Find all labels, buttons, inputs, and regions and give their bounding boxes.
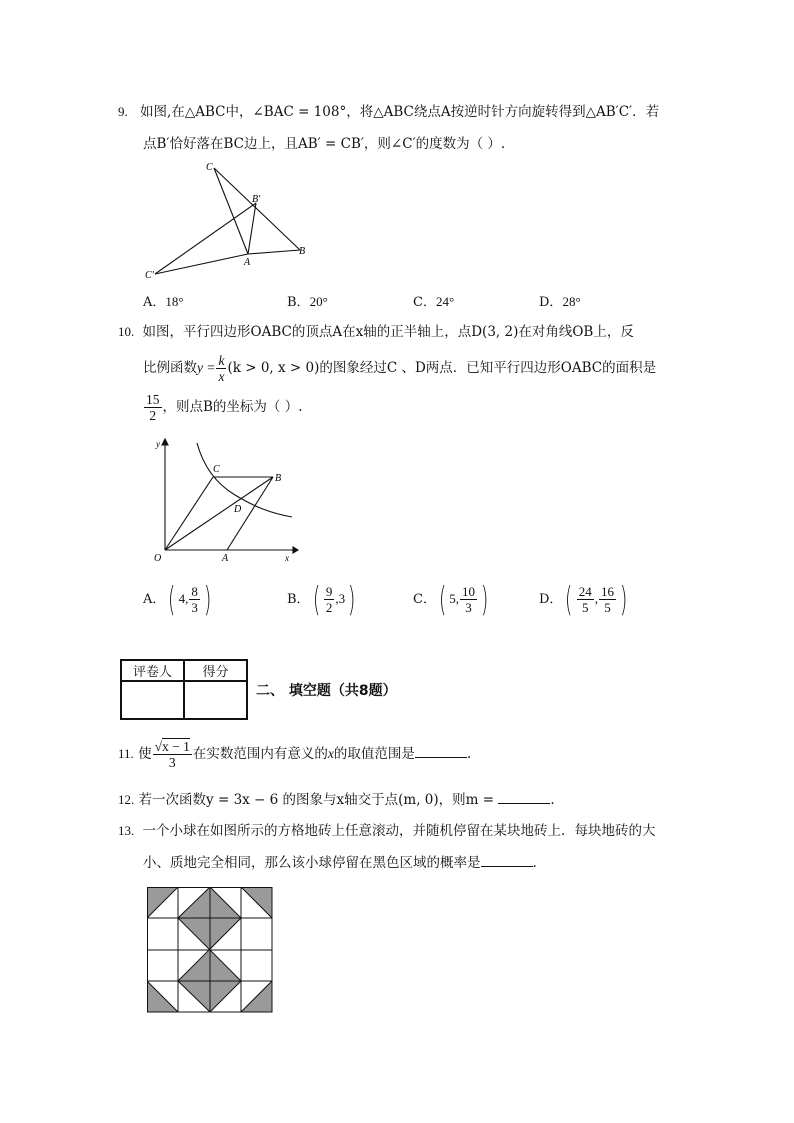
q10-line-2: 比例函数y = $\frac{k}{x}$ (k > 0, x > 0)的图象经过C 、D两点．已知平行四边形OABC的面积是 <box>143 353 657 384</box>
q13-text-1: 一个小球在如图所示的方格地砖上任意滚动，并随机停留在某块地砖上．每块地砖的大 <box>142 823 656 839</box>
q11-sqrt-fraction: $\frac{√x - 1}{3}$ <box>154 739 190 770</box>
q13-answer-blank[interactable] <box>481 852 533 867</box>
q9-line-1 <box>118 102 659 122</box>
q11-answer-blank[interactable] <box>415 743 467 758</box>
q10-option-d[interactable]: D．( $\frac{24}{5}$ , $\frac{16}{5}$ ) <box>539 579 628 620</box>
q10-label-c: C <box>213 464 220 475</box>
q12-answer-blank[interactable] <box>498 789 550 804</box>
q9-option-a[interactable]: A．18° <box>143 294 184 310</box>
score-table-grader-header: 评卷人 <box>121 660 184 681</box>
q9-label-b-prime: B′ <box>252 194 261 205</box>
q10-fraction-k-over-x: $\frac{k}{x}$ <box>218 353 225 384</box>
q10-label-x: x <box>285 553 289 563</box>
q10-line-3: $\frac{15}{2}$ ，则点B的坐标为（ ）. <box>146 392 303 423</box>
q9-label-a: A <box>244 257 251 268</box>
q12-number: 12. <box>118 792 135 807</box>
q9-triangle-figure <box>140 158 315 283</box>
q10-area-fraction: $\frac{15}{2}$ <box>146 392 160 423</box>
q10-coordinate-figure <box>145 435 300 565</box>
q10-label-a: A <box>222 553 229 564</box>
score-table-grader-cell[interactable] <box>121 681 184 719</box>
q9-text-2: 点B′恰好落在BC边上，且AB′ = CB′，则∠C′的度数为（ ）. <box>143 136 506 152</box>
q11-line: 11. 使 $\frac{√x - 1}{3}$ 在实数范围内有意义的x的取值范围是 . <box>118 739 472 770</box>
q9-label-c: C <box>206 162 213 173</box>
q10-label-y: y <box>156 439 160 449</box>
q10-text-1: 如图，平行四边形OABC的顶点A在x轴的正半轴上，点D(3, 2)在对角线OB上，反 <box>142 324 634 340</box>
q12-text: 若一次函数y = 3x − 6 的图象与x轴交于点(m, 0)，则m = <box>138 792 495 808</box>
q10-label-o: O <box>154 553 162 564</box>
q10-label-b: B <box>275 473 282 484</box>
score-table <box>120 659 248 720</box>
q13-line-2: 小、质地完全相同，那么该小球停留在黑色区域的概率是 . <box>143 852 537 873</box>
q13-tile-grid <box>147 887 273 1013</box>
q9-option-c[interactable]: C．24° <box>413 294 455 310</box>
q9-number: 9. <box>118 104 128 119</box>
q10-option-c[interactable]: C．( 5, $\frac{10}{3}$ ) <box>413 579 489 620</box>
q10-number: 10. <box>118 324 135 339</box>
score-table-score-cell[interactable] <box>184 681 247 719</box>
section-title: 二、 填空题（共8题） <box>256 683 397 699</box>
score-table-score-header: 得分 <box>184 660 247 681</box>
q9-text-1: 如图,在△ABC中，∠BAC = 108°，将△ABC绕点A按逆时针方向旋转得到△AB′C′．若 <box>140 104 660 120</box>
q13-number: 13. <box>118 823 135 838</box>
q13-line-1 <box>118 821 656 841</box>
q9-label-b: B <box>299 246 306 257</box>
q10-option-b[interactable]: B．( $\frac{9}{2}$ ,3) <box>287 579 356 620</box>
q10-label-d: D <box>234 504 242 515</box>
q9-option-d[interactable]: D．28° <box>539 294 581 310</box>
q10-option-a[interactable]: A．( 4, $\frac{8}{3}$ ) <box>143 579 212 620</box>
q9-label-c-prime: C′ <box>145 270 154 281</box>
q10-line-1 <box>118 322 634 342</box>
q9-option-b[interactable]: B．20° <box>287 294 328 310</box>
q11-number: 11. <box>118 746 134 761</box>
q12-line: 12. 若一次函数y = 3x − 6 的图象与x轴交于点(m, 0)，则m = . <box>118 789 555 810</box>
